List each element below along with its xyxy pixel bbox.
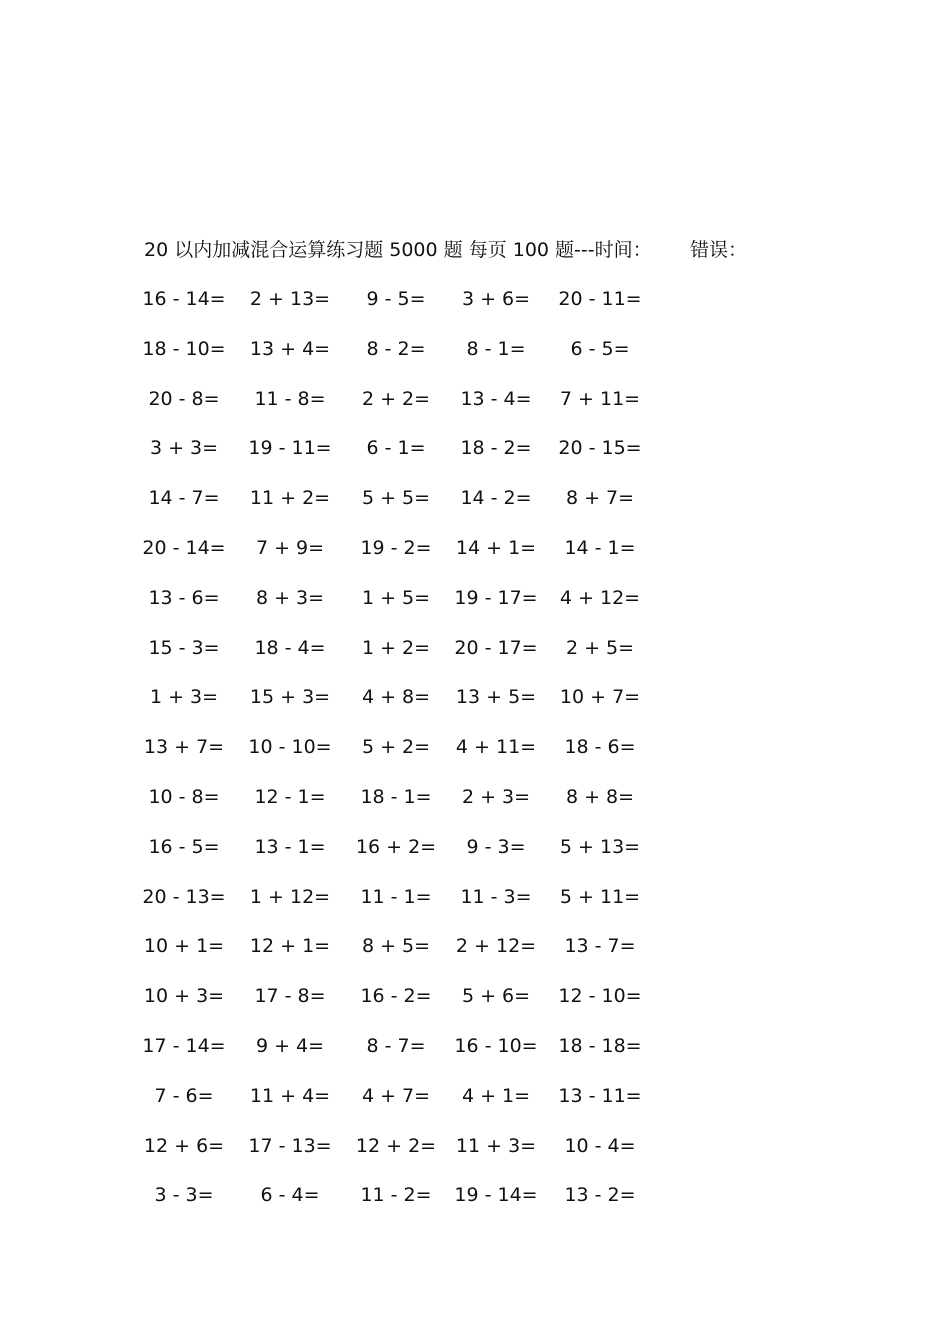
- math-problem: 13 - 2=: [564, 1184, 636, 1207]
- math-problem: 11 + 4=: [249, 1084, 331, 1107]
- math-problem: 19 - 2=: [360, 536, 432, 559]
- math-problem: 10 + 3=: [143, 985, 225, 1008]
- problem-row: [0, 483, 950, 533]
- problem-row: [0, 1081, 950, 1131]
- problem-row: [0, 882, 950, 932]
- math-problem: 8 + 3=: [255, 586, 325, 609]
- math-problem: 3 + 3=: [149, 437, 219, 460]
- math-problem: 12 - 1=: [254, 785, 326, 808]
- math-problem: 11 + 3=: [455, 1134, 537, 1157]
- math-problem: 5 + 6=: [461, 985, 531, 1008]
- problem-row: [0, 533, 950, 583]
- math-problem: 19 - 17=: [454, 586, 538, 609]
- math-problem: 9 + 4=: [255, 1034, 325, 1057]
- math-problem: 18 - 2=: [460, 437, 532, 460]
- math-problem: 8 + 5=: [361, 935, 431, 958]
- math-problem: 19 - 14=: [454, 1184, 538, 1207]
- math-problem: 11 - 1=: [360, 885, 432, 908]
- math-problem: 4 + 1=: [461, 1084, 531, 1107]
- math-problem: 3 + 6=: [461, 288, 531, 310]
- math-problem: 16 - 2=: [360, 985, 432, 1008]
- problem-row: [0, 782, 950, 832]
- math-problem: 18 - 1=: [360, 785, 432, 808]
- problem-row: [0, 832, 950, 882]
- math-problem: 20 - 13=: [142, 885, 226, 908]
- math-problem: 18 - 18=: [558, 1034, 642, 1057]
- math-problem: 2 + 3=: [461, 785, 531, 808]
- math-problem: 15 + 3=: [249, 686, 331, 709]
- math-problem: 13 + 7=: [143, 736, 225, 759]
- problem-row: [0, 433, 950, 483]
- math-problem: 5 + 13=: [559, 835, 641, 858]
- math-problem: 11 - 3=: [460, 885, 532, 908]
- math-problem: 4 + 12=: [559, 586, 641, 609]
- math-problem: 5 + 11=: [559, 885, 641, 908]
- problem-row: [0, 1031, 950, 1081]
- math-problem: 13 - 1=: [254, 835, 326, 858]
- worksheet-header: [144, 236, 784, 264]
- math-problem: 18 - 4=: [254, 636, 326, 659]
- math-problem: 17 - 13=: [248, 1134, 332, 1157]
- problem-row: [0, 583, 950, 633]
- math-problem: 4 + 7=: [361, 1084, 431, 1107]
- math-problem: 12 - 10=: [558, 985, 642, 1008]
- problem-row: [0, 384, 950, 434]
- math-problem: 14 + 1=: [455, 536, 537, 559]
- math-problem: 20 - 15=: [558, 437, 642, 460]
- math-problem: 10 + 7=: [559, 686, 641, 709]
- problem-row: [0, 981, 950, 1031]
- problem-row: [0, 732, 950, 782]
- math-problem: 10 - 4=: [564, 1134, 636, 1157]
- math-problem: 8 + 8=: [565, 785, 635, 808]
- math-problem: 6 - 5=: [570, 337, 630, 360]
- math-problem: 13 - 7=: [564, 935, 636, 958]
- math-problem: 1 + 5=: [361, 586, 431, 609]
- math-problem: 8 - 7=: [366, 1034, 426, 1057]
- problem-row: [0, 633, 950, 683]
- problem-row: [0, 682, 950, 732]
- math-problem: 6 - 4=: [260, 1184, 320, 1207]
- math-problem: 14 - 2=: [460, 487, 532, 510]
- math-problem: 1 + 2=: [361, 636, 431, 659]
- worksheet-title: 20 以内加减混合运算练习题 5000 题 每页 100 题---时间：: [144, 239, 652, 261]
- math-problem: 16 - 10=: [454, 1034, 538, 1057]
- math-problem: 15 - 3=: [148, 636, 220, 659]
- math-problem: 9 - 5=: [366, 288, 426, 310]
- math-problem: 10 + 1=: [143, 935, 225, 958]
- math-problem: 13 - 11=: [558, 1084, 642, 1107]
- math-problem: 4 + 11=: [455, 736, 537, 759]
- problem-row: [0, 1180, 950, 1230]
- math-problem: 17 - 8=: [254, 985, 326, 1008]
- math-problem: 18 - 10=: [142, 337, 226, 360]
- math-problem: 6 - 1=: [366, 437, 426, 460]
- math-problem: 12 + 1=: [249, 935, 331, 958]
- math-problem: 10 - 8=: [148, 785, 220, 808]
- math-problem: 1 + 12=: [249, 885, 331, 908]
- math-problem: 13 + 5=: [455, 686, 537, 709]
- math-problem: 2 + 5=: [565, 636, 635, 659]
- math-problem: 11 - 2=: [360, 1184, 432, 1207]
- math-problem: 10 - 10=: [248, 736, 332, 759]
- math-problem: 20 - 14=: [142, 536, 226, 559]
- math-problem: 7 - 6=: [154, 1084, 214, 1107]
- math-problem: 13 - 6=: [148, 586, 220, 609]
- math-problem: 2 + 2=: [361, 387, 431, 410]
- math-problem: 2 + 13=: [249, 288, 331, 310]
- math-problem: 8 - 2=: [366, 337, 426, 360]
- math-problem: 12 + 2=: [355, 1134, 437, 1157]
- problem-row: [0, 1131, 950, 1181]
- math-problem: 9 - 3=: [466, 835, 526, 858]
- math-problem: 13 + 4=: [249, 337, 331, 360]
- error-count-label: 错误：: [690, 239, 748, 261]
- math-problem: 20 - 11=: [558, 288, 642, 310]
- math-problem: 11 - 8=: [254, 387, 326, 410]
- math-problem: 13 - 4=: [460, 387, 532, 410]
- math-problem: 20 - 17=: [454, 636, 538, 659]
- math-problem: 16 - 5=: [148, 835, 220, 858]
- math-problem: 16 - 14=: [142, 288, 226, 310]
- problem-row: [0, 334, 950, 384]
- math-problem: 17 - 14=: [142, 1034, 226, 1057]
- math-problem: 19 - 11=: [248, 437, 332, 460]
- problem-row: [0, 284, 950, 334]
- problem-row: [0, 931, 950, 981]
- math-problem: 7 + 11=: [559, 387, 641, 410]
- math-problem: 8 + 7=: [565, 487, 635, 510]
- math-problem: 3 - 3=: [154, 1184, 214, 1207]
- math-problem: 20 - 8=: [148, 387, 220, 410]
- problem-grid: [0, 284, 950, 1230]
- math-problem: 5 + 2=: [361, 736, 431, 759]
- math-problem: 8 - 1=: [466, 337, 526, 360]
- math-problem: 14 - 7=: [148, 487, 220, 510]
- math-problem: 16 + 2=: [355, 835, 437, 858]
- math-problem: 12 + 6=: [143, 1134, 225, 1157]
- math-problem: 18 - 6=: [564, 736, 636, 759]
- math-problem: 2 + 12=: [455, 935, 537, 958]
- math-problem: 14 - 1=: [564, 536, 636, 559]
- math-problem: 1 + 3=: [149, 686, 219, 709]
- math-problem: 11 + 2=: [249, 487, 331, 510]
- math-problem: 7 + 9=: [255, 536, 325, 559]
- math-problem: 4 + 8=: [361, 686, 431, 709]
- math-problem: 5 + 5=: [361, 487, 431, 510]
